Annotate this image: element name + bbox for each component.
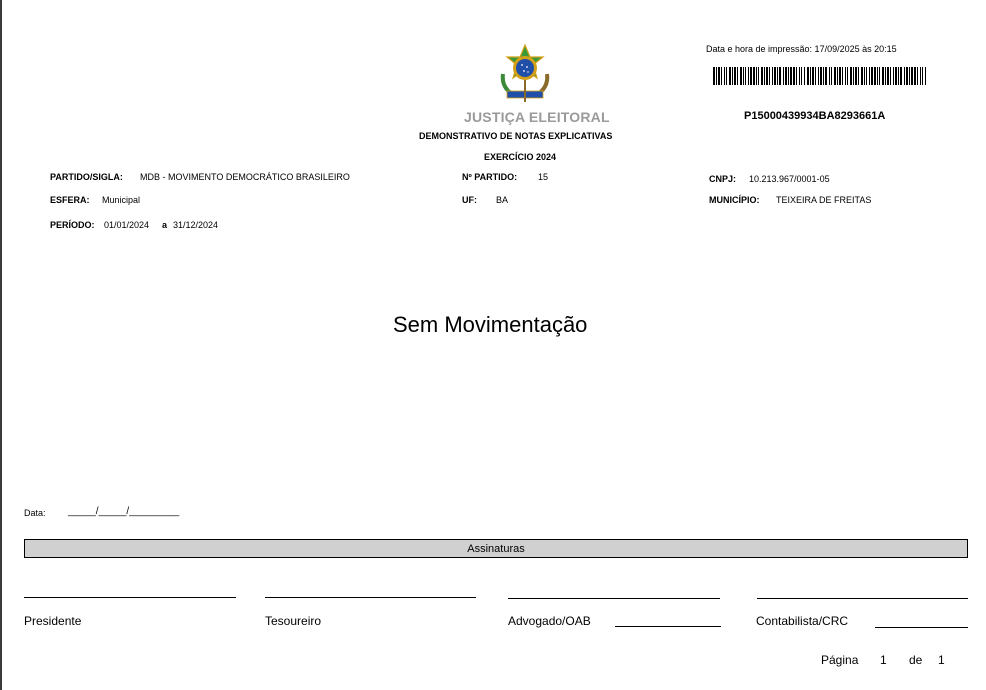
date-blank-field: _____/_____/_________ (68, 506, 180, 517)
signature-line-presidente (24, 597, 236, 598)
date-label: Data: (24, 508, 46, 518)
esfera-value: Municipal (102, 195, 141, 205)
barcode-code: P15000439934BA8293661A (744, 110, 886, 122)
empty-state-message: Sem Movimentação (393, 312, 588, 337)
cnpj-label: CNPJ: (709, 174, 737, 184)
signature-line-contabilista (757, 598, 968, 599)
num-partido-value: 15 (538, 172, 549, 182)
signature-line-tesoureiro (265, 597, 476, 598)
municipio-label: MUNICÍPIO: (709, 195, 760, 205)
municipio-value: TEIXEIRA DE FREITAS (776, 195, 872, 205)
oab-number-line (615, 626, 721, 627)
page-left-border (0, 0, 2, 690)
partido-sigla-value: MDB - MOVIMENTO DEMOCRÁTICO BRASILEIRO (140, 172, 350, 182)
periodo-separator: a (162, 220, 168, 230)
partido-sigla-label: PARTIDO/SIGLA: (50, 172, 123, 182)
role-presidente: Presidente (24, 614, 82, 628)
role-tesoureiro: Tesoureiro (265, 614, 322, 628)
document-title: DEMONSTRATIVO DE NOTAS EXPLICATIVAS (419, 131, 613, 141)
periodo-end: 31/12/2024 (173, 220, 219, 230)
signatures-header: Assinaturas (24, 539, 968, 558)
esfera-label: ESFERA: (50, 195, 90, 205)
cnpj-value: 10.213.967/0001-05 (749, 174, 830, 184)
barcode (713, 67, 927, 85)
crc-number-line (875, 627, 968, 628)
page-current: 1 (880, 653, 887, 667)
page-total: 1 (938, 653, 945, 667)
page-label: Página (821, 653, 859, 667)
role-advogado-oab: Advogado/OAB (508, 614, 591, 628)
signature-line-advogado (508, 598, 720, 599)
institution-name: JUSTIÇA ELEITORAL (464, 109, 610, 125)
num-partido-label: Nº PARTIDO: (462, 172, 518, 182)
uf-label: UF: (462, 195, 477, 205)
brazil-coat-of-arms-icon (497, 44, 553, 104)
periodo-start: 01/01/2024 (104, 220, 150, 230)
print-datetime: Data e hora de impressão: 17/09/2025 às 20:15 (706, 44, 897, 54)
page-of-label: de (909, 653, 923, 667)
exercise-year: EXERCÍCIO 2024 (484, 152, 557, 162)
uf-value: BA (496, 195, 509, 205)
partido-label (50, 172, 123, 182)
role-contabilista-crc: Contabilista/CRC (756, 614, 849, 628)
periodo-label: PERÍODO: (50, 220, 95, 230)
